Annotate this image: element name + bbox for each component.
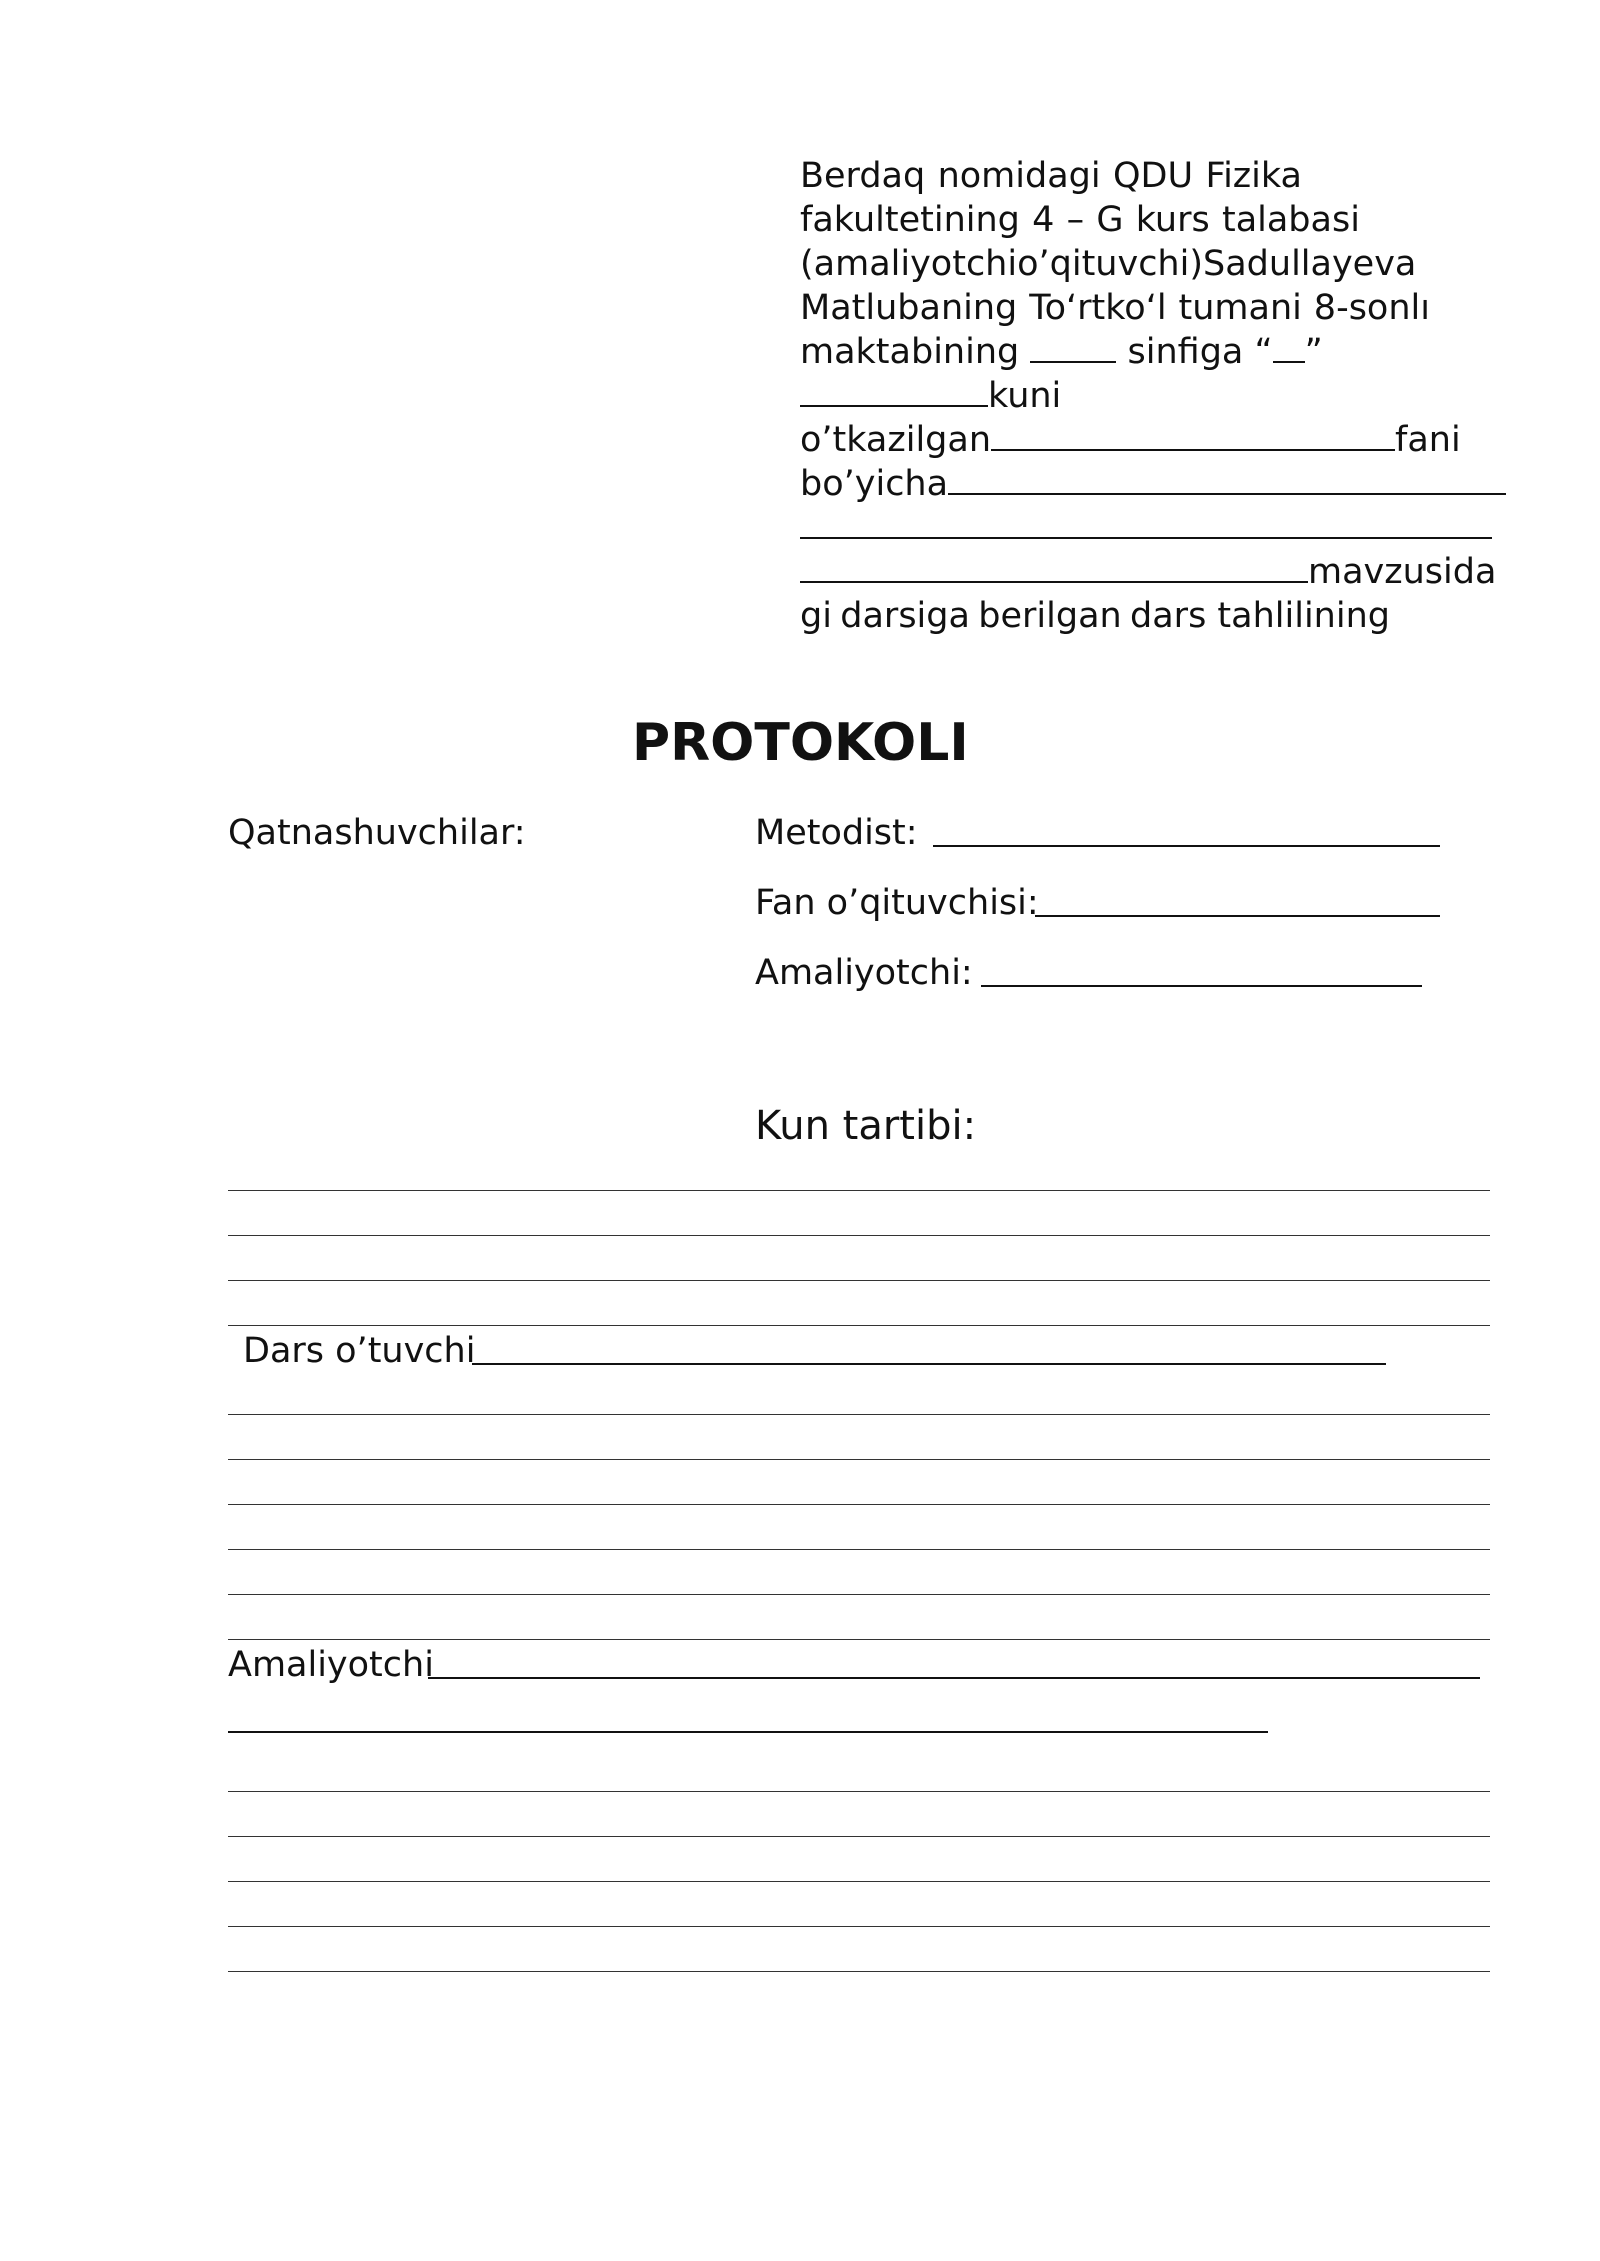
header-word: Sadullayeva [1203, 244, 1417, 284]
school-text: maktabining [800, 332, 1020, 372]
participants-label: Qatnashuvchilar: [228, 813, 526, 853]
by-text: bo’yicha [800, 464, 949, 504]
header-line-2 [800, 198, 1360, 242]
teacher-label: Fan o’qituvchisi: [755, 883, 1039, 923]
quote-close: ” [1304, 332, 1323, 372]
practitioner-section-field-1[interactable] [428, 1677, 1480, 1679]
held-text: o’tkazilgan [800, 420, 992, 460]
practitioner-section-label: Amaliyotchi [228, 1645, 434, 1685]
notes-line-2[interactable] [228, 1459, 1490, 1460]
final-line-5[interactable] [228, 1971, 1490, 1972]
header-word: QDU [1112, 156, 1194, 196]
agenda-label: Kun tartibi: [755, 1103, 977, 1149]
header-line-10 [800, 550, 1496, 594]
subject-text: fani [1395, 420, 1461, 460]
topic-blank-3[interactable] [800, 551, 1308, 583]
notes-line-4[interactable] [228, 1549, 1490, 1550]
class-blank[interactable] [1030, 331, 1116, 363]
page-title: PROTOKOLI [632, 713, 969, 773]
header-word: (amaliyotchi [800, 244, 1018, 284]
header-word: fakultetining [800, 200, 1020, 240]
agenda-line-3[interactable] [228, 1280, 1490, 1281]
metodist-field[interactable] [933, 845, 1440, 847]
header-word: kurs [1135, 200, 1210, 240]
notes-line-3[interactable] [228, 1504, 1490, 1505]
header-word: 8-sonlı [1313, 288, 1430, 328]
day-blank[interactable] [1273, 331, 1305, 363]
practitioner-field[interactable] [981, 985, 1422, 987]
header-word: – [1066, 200, 1085, 240]
header-word: nomidagi [937, 156, 1101, 196]
header-line-3 [800, 242, 1415, 286]
header-word: darsiga [840, 596, 970, 636]
notes-line-6[interactable] [228, 1639, 1490, 1640]
notes-line-1[interactable] [228, 1414, 1490, 1415]
agenda-line-1[interactable] [228, 1190, 1490, 1191]
header-word: berilgan [978, 596, 1122, 636]
header-word: G [1096, 200, 1124, 240]
header-word: gi [800, 596, 832, 636]
header-line-4 [800, 286, 1430, 330]
header-line-11 [800, 594, 1390, 638]
practitioner-section-field-2[interactable] [228, 1731, 1268, 1733]
header-word: tumani [1178, 288, 1302, 328]
header-word: dars tahlilining [1130, 596, 1390, 636]
topic-blank-2[interactable] [800, 537, 1492, 539]
topic-blank-1[interactable] [948, 463, 1506, 495]
agenda-line-2[interactable] [228, 1235, 1490, 1236]
teacher-field[interactable] [1035, 915, 1440, 917]
header-word: Berdaq [800, 156, 926, 196]
practitioner-label: Amaliyotchi: [755, 953, 973, 993]
header-line-5 [800, 330, 1323, 374]
header-line-8 [800, 462, 1506, 506]
header-word: 4 [1032, 200, 1055, 240]
final-line-3[interactable] [228, 1881, 1490, 1882]
day-text: kuni [988, 376, 1062, 416]
lesson-giver-field[interactable] [472, 1363, 1386, 1365]
final-line-2[interactable] [228, 1836, 1490, 1837]
header-line-1 [800, 154, 1302, 198]
agenda-line-4[interactable] [228, 1325, 1490, 1326]
lesson-giver-label: Dars o’tuvchi [243, 1331, 476, 1371]
class-text: sinfiga “ [1127, 332, 1273, 372]
header-word: talabasi [1221, 200, 1360, 240]
header-word: Matlubaning [800, 288, 1018, 328]
header-line-7 [800, 418, 1461, 462]
metodist-label: Metodist: [755, 813, 918, 853]
header-word: Fizika [1205, 156, 1302, 196]
month-blank[interactable] [800, 375, 988, 407]
header-word: o’qituvchi) [1017, 244, 1203, 284]
final-line-1[interactable] [228, 1791, 1490, 1792]
topic-text: mavzusida [1308, 552, 1497, 592]
subject-blank[interactable] [991, 419, 1395, 451]
notes-line-5[interactable] [228, 1594, 1490, 1595]
header-line-6 [800, 374, 1061, 418]
header-word: To‘rtko‘l [1029, 288, 1167, 328]
final-line-4[interactable] [228, 1926, 1490, 1927]
